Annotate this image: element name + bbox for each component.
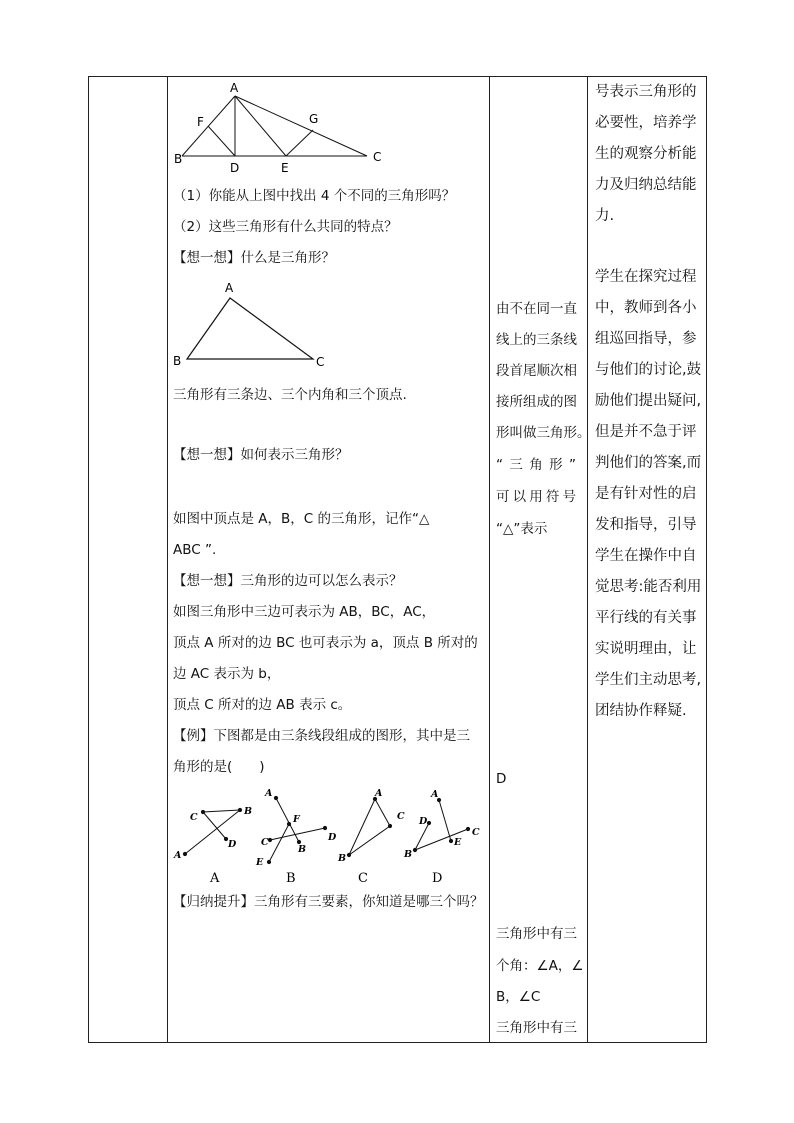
symbol-line: “△”表示: [496, 521, 548, 537]
fig2-label-c: C: [316, 355, 325, 369]
think-heading-sides: 【想一想】三角形的边可以怎么表示？: [173, 573, 403, 589]
option-d-caption: D: [432, 871, 443, 886]
intent-line: 团结协作释疑.: [595, 703, 687, 719]
intent-line: 学生在探究过程: [595, 269, 697, 285]
think-heading-what: 【想一想】什么是三角形？: [173, 250, 335, 266]
option-d-label-c: C: [472, 827, 480, 838]
question-1: （1）你能从上图中找出 4 个不同的三角形吗？: [173, 188, 456, 204]
option-c-label-a: A: [375, 788, 383, 799]
fig1-label-c: C: [373, 150, 382, 164]
option-a-label-b: B: [244, 806, 253, 817]
fig1-label-d: D: [230, 161, 240, 175]
option-d-label-e: E: [454, 837, 462, 848]
fig1-label-b: B: [174, 152, 183, 166]
fig1-label-f: F: [197, 115, 204, 129]
think-heading-notation: 【想一想】如何表示三角形？: [173, 447, 349, 463]
angles-line: 三角形中有三: [496, 1020, 577, 1036]
definition-line: 由不在同一直: [496, 301, 577, 317]
option-a-caption: A: [210, 871, 220, 886]
example-options-figure: [168, 782, 488, 887]
definition-line: 线上的三条线: [496, 332, 577, 348]
column-divider: [167, 77, 168, 1042]
intent-line: 中，教师到各小: [595, 300, 697, 316]
triangle-figure-abc-points: [168, 78, 398, 178]
column-divider: [587, 77, 588, 1042]
intent-line: 与他们的讨论,鼓: [595, 362, 702, 378]
intent-line: 但是并不急于评: [595, 424, 697, 440]
intent-line: 组巡回指导，参: [595, 331, 697, 347]
option-d-label-d: D: [419, 816, 428, 827]
intent-line: 是有针对性的启: [595, 486, 697, 502]
intent-line: 励他们提出疑问,: [595, 393, 702, 409]
fig1-label-e: E: [281, 161, 289, 175]
intent-line: 判他们的答案,而: [595, 455, 702, 471]
sides-text-line3: 边 AC 表示为 b，: [173, 666, 281, 682]
option-a-label-d: D: [228, 839, 237, 850]
sides-text-line1: 如图三角形中三边可表示为 AB，BC，AC，: [173, 604, 436, 620]
notation-text-line1: 如图中顶点是 A，B，C 的三角形，记作“△: [173, 511, 430, 527]
symbol-text: “三角形”: [496, 457, 576, 473]
option-a-label-c: C: [190, 812, 198, 823]
angles-line: 三角形中有三: [496, 926, 577, 942]
intent-line: 平行线的有关事: [595, 610, 697, 626]
option-b-label-c: C: [261, 837, 269, 848]
fig2-label-a: A: [225, 281, 234, 295]
triangle-parts-text: 三角形有三条边、三个内角和三个顶点.: [173, 387, 407, 403]
option-a-label-a: A: [174, 850, 182, 861]
option-b-label-b: B: [298, 844, 307, 855]
fig1-label-g: G: [309, 112, 319, 126]
intent-line: 发和指导，引导: [595, 517, 697, 533]
intent-line: 学生们主动思考,: [595, 672, 702, 688]
symbol-line: [496, 489, 576, 505]
option-d-label-a: A: [431, 789, 439, 800]
example-answer: D: [496, 771, 507, 787]
triangle-figure-abc: [168, 278, 338, 373]
option-c-caption: C: [358, 871, 368, 886]
sides-text-line2: 顶点 A 所对的边 BC 也可表示为 a，顶点 B 所对的: [173, 635, 478, 651]
intent-line: 力.: [595, 208, 615, 224]
example-text-line1: 【例】下图都是由三条线段组成的图形，其中是三: [173, 728, 470, 744]
intent-line: 生的观察分析能: [595, 146, 697, 162]
symbol-text: 可以用符号: [496, 489, 576, 505]
option-b-label-d: D: [328, 832, 337, 843]
option-b-caption: B: [286, 871, 296, 886]
fig2-label-b: B: [173, 354, 182, 368]
intent-line: 实说明理由，让: [595, 641, 697, 657]
definition-line: 段首尾顺次相: [496, 363, 577, 379]
option-c-label-c: C: [397, 811, 405, 822]
angles-line: B，∠C: [496, 989, 541, 1005]
option-b-label-f: F: [293, 814, 300, 825]
angles-line: 个角：∠A，∠: [496, 958, 584, 974]
example-text-line2: 角形的是( ): [173, 759, 265, 775]
intent-line: 必要性，培养学: [595, 115, 697, 131]
summary-question: 【归纳提升】三角形有三要素，你知道是哪三个吗？: [173, 894, 484, 910]
intent-line: 力及归纳总结能: [595, 177, 697, 193]
column-divider: [489, 77, 490, 1042]
definition-line: 接所组成的图: [496, 394, 577, 410]
fig1-label-a: A: [230, 81, 239, 95]
option-b-label-a: A: [265, 788, 273, 799]
intent-line: 学生在操作中自: [595, 548, 697, 564]
intent-line: 号表示三角形的: [595, 84, 697, 100]
sides-text-line4: 顶点 C 所对的边 AB 表示 c。: [173, 697, 352, 713]
symbol-line: [496, 457, 576, 473]
question-2: （2）这些三角形有什么共同的特点？: [173, 219, 398, 235]
option-d-label-b: B: [404, 849, 413, 860]
option-c-label-b: B: [338, 853, 347, 864]
option-b-label-e: E: [256, 857, 264, 868]
notation-text-line2: ABC ”.: [173, 542, 217, 558]
intent-line: 觉思考:能否利用: [595, 579, 702, 595]
definition-line: 形叫做三角形。: [496, 425, 591, 441]
